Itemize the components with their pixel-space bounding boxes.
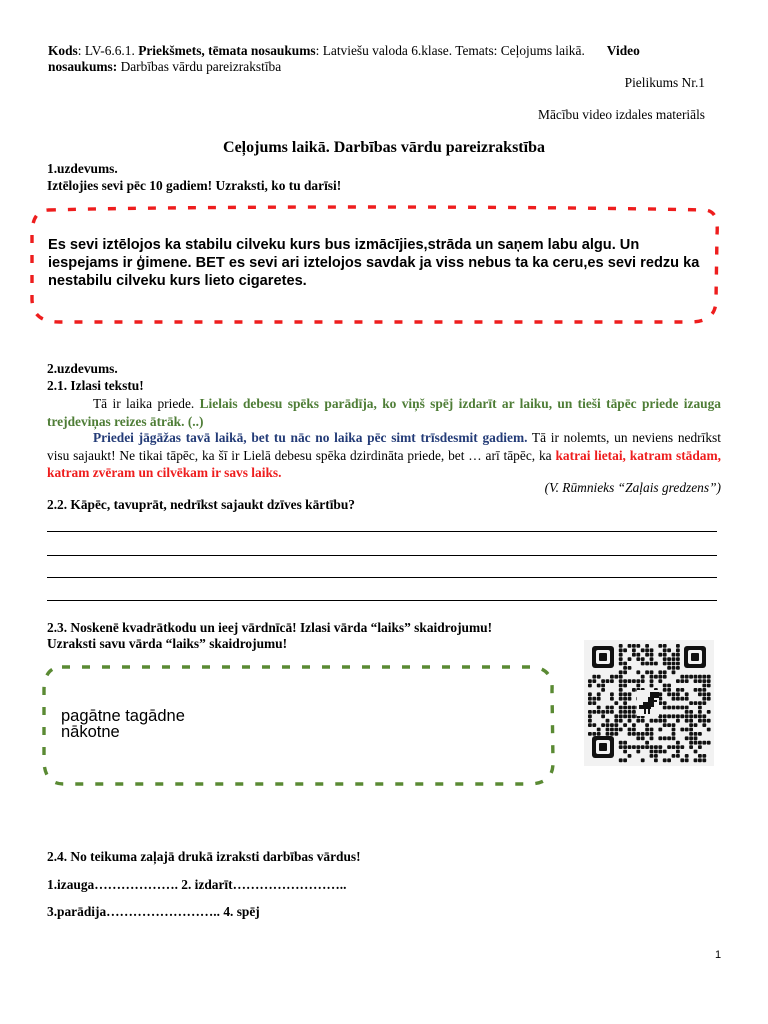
video-name-value: Darbības vārdu pareizrakstība [117, 59, 282, 74]
task1-instruction: Iztēlojies sevi pēc 10 gadiem! Uzraksti, ko tu darīsi! [47, 178, 342, 193]
task1-heading: 1.uzdevums. [47, 161, 118, 176]
task2-2-question: 2.2. Kāpēc, tavuprāt, nedrīkst sajaukt dzīves kārtību? [47, 497, 356, 512]
video-name-label: nosaukums: [48, 59, 118, 74]
verb-answers-line-2: 3.parādija…………………….. 4. spēj [47, 904, 260, 919]
page-number: 1 [715, 949, 722, 961]
material-label: Mācību video izdales materiāls [538, 107, 705, 122]
verb-answers-line-1: 1.izauga………………. 2. izdarīt…………………….. [47, 877, 347, 892]
video-label: Video [606, 43, 640, 58]
dinosaur-icon [637, 690, 659, 716]
paragraph2-red-sentence: katrai lietai, katram stādam, katram zvēram un cilvēkam ir savs laiks. [47, 447, 722, 480]
page-title: Ceļojums laikā. Darbības vārdu pareizrakstība [223, 139, 545, 156]
qr-code-icon[interactable] [584, 640, 714, 766]
code-label: Kods [48, 43, 78, 58]
task2-3-instruction-1: 2.3. Noskenē kvadrātkodu un ieej vārdnīcā! Izlasi vārda “laiks” skaidrojumu! [47, 620, 493, 635]
task2-4-instruction: 2.4. No teikuma zaļajā drukā izraksti darbības vārdus! [47, 849, 361, 864]
task2-3-answer-line-2: nākotne [61, 723, 120, 741]
task2-3-instruction-2: Uzraksti savu vārda “laiks” skaidrojumu! [47, 636, 288, 651]
paragraph2-plain: Tā ir nolemts, un neviens nedrīkst visu sajaukt! Ne tikai tāpēc, ka šī ir Lielā debesu spēka dzirdināta priede, bet … arī tāpēc, ka [47, 430, 721, 463]
task2-3-answer [61, 708, 185, 740]
citation: (V. Rūmnieks “Zaļais gredzens”) [544, 480, 721, 495]
task2-3-answer-line-1: pagātne tagādne [61, 707, 185, 725]
topic-label: tēmata nosaukums [208, 43, 316, 58]
task2-1-heading: 2.1. Izlasi tekstu! [47, 378, 144, 393]
appendix-label: Pielikums Nr.1 [624, 75, 705, 90]
code-value: : LV-6.6.1. [77, 43, 139, 58]
paragraph1-plain: Tā ir laika priede. [93, 396, 200, 411]
topic-value: : Latviešu valoda 6.klase. Temats: Ceļojums laikā. [315, 43, 585, 58]
task2-heading: 2.uzdevums. [47, 361, 118, 376]
paragraph2-blue-sentence: Priedei jāgāžas tavā laikā, bet tu nāc no laika pēc simt trīsdesmit gadiem. [93, 430, 528, 445]
subject-label: Priekšmets, [138, 43, 209, 58]
task1-answer-text: Es sevi iztēlojos ka stabilu cilveku kurs bus izmācījies,strāda un saņem labu algu. Un iespejams ir ģimene. BET es sevi ari iztelojos savdak ja viss nebus ta ka ceru,es sevi redzu ka nestabilu cilveku kurs lieto cigaretes. [48, 237, 700, 289]
paragraph1-green-sentence: Lielais debesu spēks parādīja, ko viņš spēj izdarīt ar laiku, un tieši tāpēc priede izauga trejdeviņas reizes ātrāk. (..) [47, 396, 721, 429]
